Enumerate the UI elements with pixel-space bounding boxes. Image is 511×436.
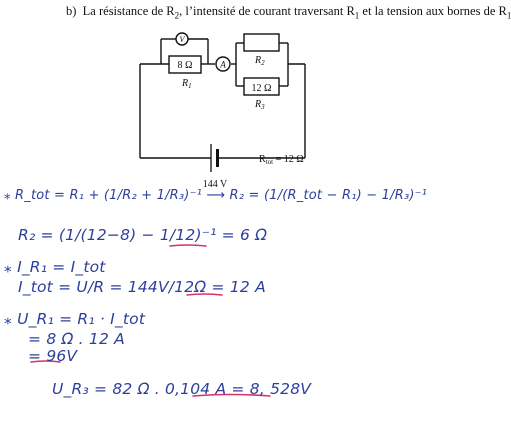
question-subscript: 2	[174, 10, 180, 21]
battery-voltage: 144 V	[202, 179, 228, 190]
r3-value: 12 Ω	[251, 83, 272, 94]
solution-ur1-formula: ⁎ U_R₁ = R₁ · I_tot	[4, 310, 146, 328]
r2-result: 6 Ω	[239, 226, 268, 244]
solution-ur1-result: = 96V	[28, 347, 78, 365]
solution-ur3-calc: U_R₃ = 82 Ω . 0,104 A = 8, 528V	[52, 380, 312, 398]
underline-r2-result	[170, 245, 206, 246]
question-label: b)	[66, 4, 77, 18]
r2-label: $R_2$	[255, 55, 265, 67]
question-fragment: et la tension aux bornes de R	[359, 4, 507, 18]
ammeter-label: A	[220, 59, 226, 70]
voltmeter-label: V	[179, 35, 185, 44]
r1-label: $R_1$	[182, 78, 192, 90]
bullet-mark: ⁎	[4, 188, 16, 203]
solution-itot-calc: I_tot = U/R = 144V/12Ω = 12 A	[18, 278, 266, 296]
question-fragment: La résistance de R	[82, 4, 175, 18]
bullet-mark: ⁎	[4, 310, 18, 328]
solution-r2-calc: R₂ = (1/(12−8) − 1/12)⁻¹ = 6 Ω	[18, 226, 268, 244]
itot-result: 12 A	[229, 278, 266, 296]
question-subscript: 1	[506, 10, 511, 21]
rtot-label: $R_{tot} = 12$ Ω	[259, 154, 304, 166]
question-fragment: , l’intensité de courant traversant R	[179, 4, 355, 18]
resistor-r2	[244, 34, 279, 51]
battery-short-plate	[216, 149, 219, 167]
ur3-result: 8, 528V	[249, 380, 312, 398]
solution-rtot-formula: ⁎ R_tot = R₁ + (1/R₂ + 1/R₃)⁻¹ ⟶ R₂ = (1/(R_tot − R₁) − 1/R₃)⁻¹	[4, 188, 428, 203]
solution-current-equality: ⁎ I_R₁ = I_tot	[4, 258, 106, 276]
r1-value: 8 Ω	[177, 60, 193, 71]
question-subscript: 1	[354, 10, 360, 21]
r3-label: $R_3$	[255, 99, 265, 111]
bullet-mark: ⁎	[4, 258, 18, 276]
solution-ur1-substitution: = 8 Ω . 12 A	[28, 330, 125, 348]
